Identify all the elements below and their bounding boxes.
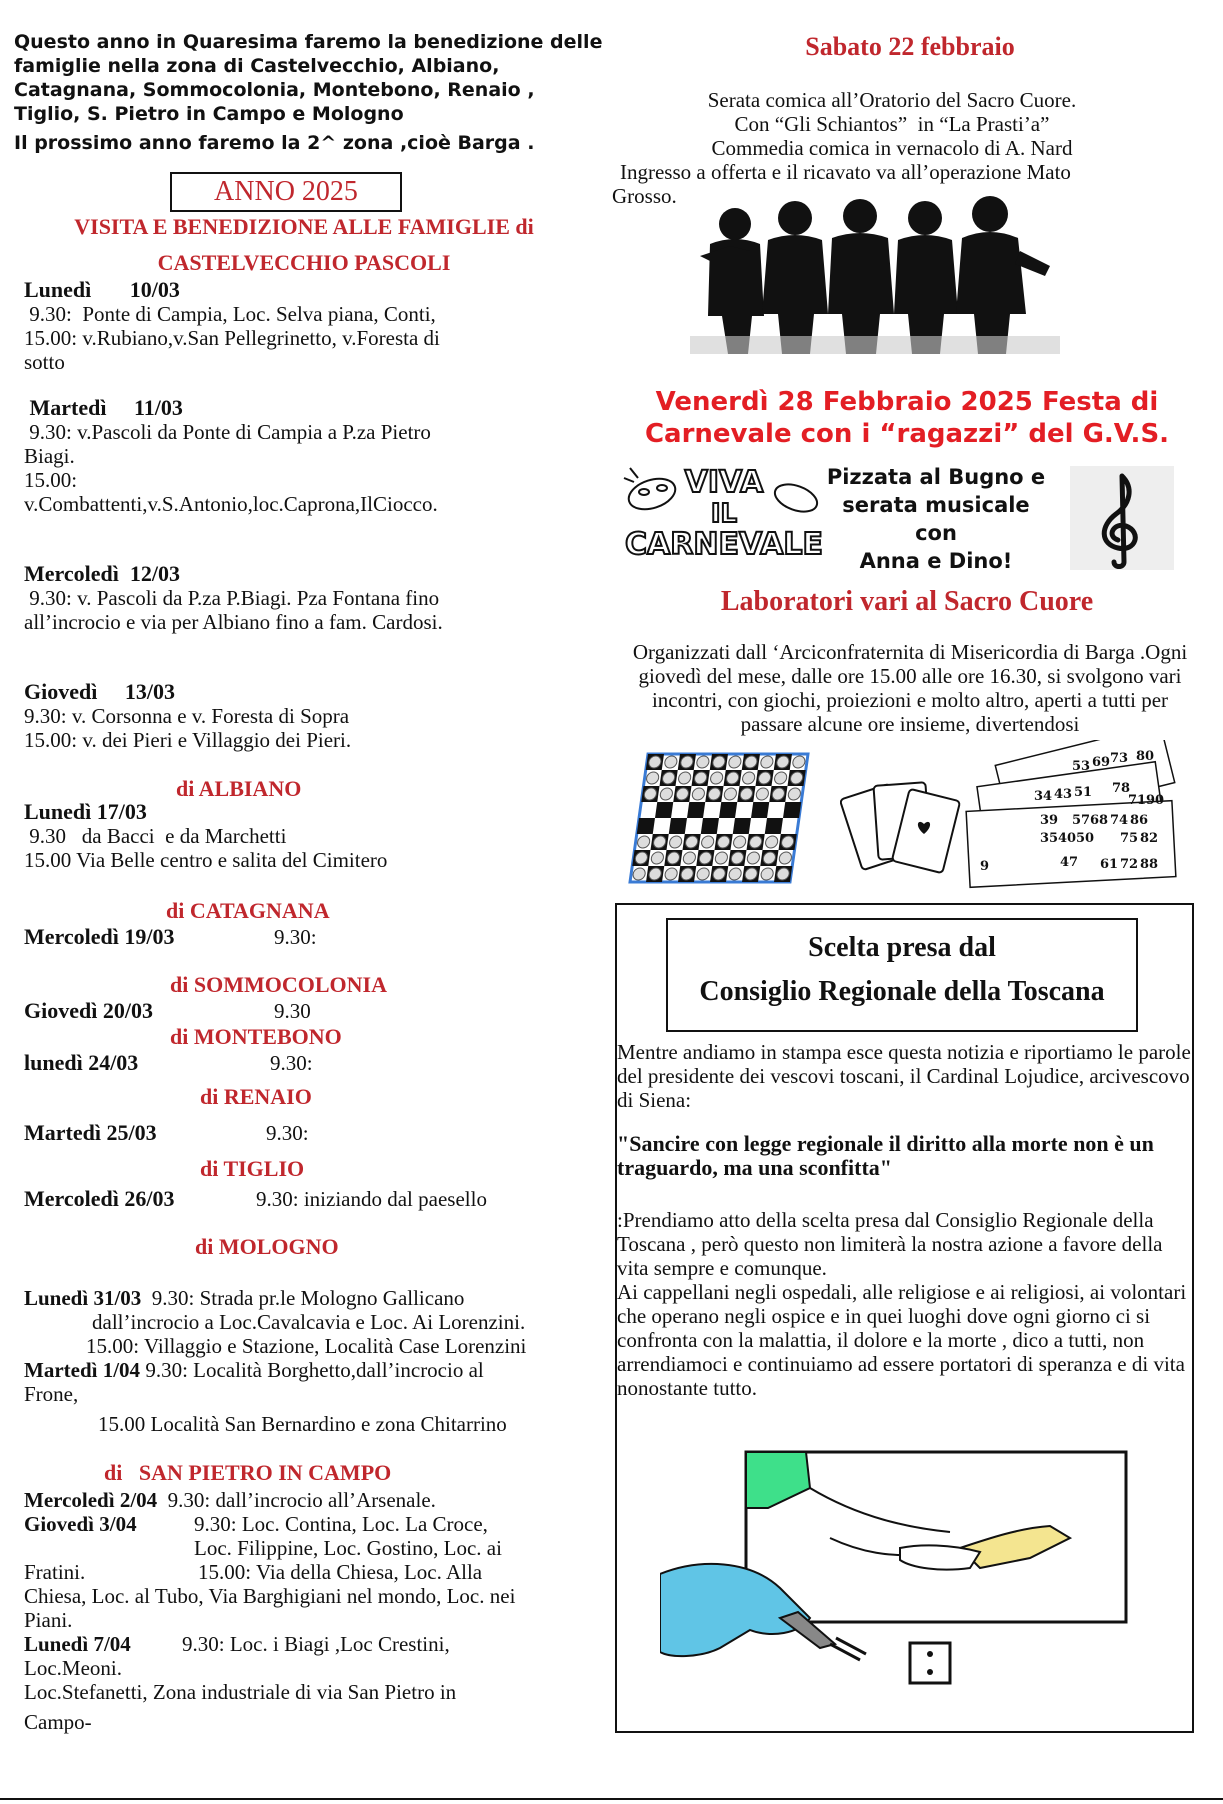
schedule-line: 15.00 Via Belle centro e salita del Cimitero xyxy=(24,848,388,872)
viva-logo-word: CARNEVALE xyxy=(625,527,823,562)
schedule-line: 15.00: v.Rubiano,v.San Pellegrinetto, v.Foresta di xyxy=(24,326,440,350)
day-label: Lunedì 7/04 xyxy=(24,1632,131,1656)
playing-cards-image xyxy=(840,770,970,894)
notice-title-box xyxy=(666,918,1138,1032)
day-label: Martedì 25/03 xyxy=(24,1120,157,1145)
hospital-hand-plug-illustration xyxy=(660,1448,1130,1698)
schedule-line: 9.30: dall’incrocio all’Arsenale. xyxy=(167,1488,436,1512)
schedule-line: Chiesa, Loc. al Tubo, Via Barghigiani nel mondo, Loc. nei xyxy=(24,1584,516,1608)
schedule-lunedi-10 xyxy=(24,278,604,374)
treble-clef-icon xyxy=(1070,466,1174,570)
bingo-number: 80 xyxy=(1136,749,1155,764)
bingo-number: 40 xyxy=(1058,831,1077,846)
bingo-number: 74 xyxy=(1110,813,1129,828)
schedule-line: 9.30 da Bacci e da Marchetti xyxy=(24,824,287,848)
schedule-line: 9.30: Strada pr.le Mologno Gallicano xyxy=(151,1286,465,1310)
visit-title-line1: VISITA E BENEDIZIONE ALLE FAMIGLIE di xyxy=(74,214,534,239)
day-label: lunedì 24/03 xyxy=(24,1050,139,1075)
event-line: Commedia comica in vernacolo di A. Nard xyxy=(711,136,1073,160)
schedule-line: 15.00: Via della Chiesa, Loc. Alla xyxy=(198,1560,483,1584)
event-line: Serata comica all’Oratorio del Sacro Cuore. xyxy=(707,88,1077,112)
bingo-number: 61 xyxy=(1100,857,1119,872)
section-tiglio-heading: di TIGLIO xyxy=(200,1156,305,1181)
pizza-line: serata musicale con xyxy=(842,493,1030,545)
notice-paragraph: Mentre andiamo in stampa esce questa notizia e riportiamo le parole del presidente dei vescovi toscani, il Cardinal Lojudice, arcivescovo di Siena: xyxy=(617,1040,1191,1112)
bingo-number: 82 xyxy=(1140,831,1159,846)
section-albiano-heading: di ALBIANO xyxy=(176,776,302,801)
bingo-number: 68 xyxy=(1090,813,1109,828)
schedule-line: sotto xyxy=(24,350,65,374)
schedule-line: Piani. xyxy=(24,1608,73,1632)
carnival-title: Venerdì 28 Febbraio 2025 Festa di Carnevale con i “ragazzi” del G.V.S. xyxy=(644,387,1170,448)
schedule-line: Biagi. xyxy=(24,444,75,468)
schedule-line: v.Combattenti,v.S.Antonio,loc.Caprona,IlCiocco. xyxy=(24,492,438,516)
schedule-line: 9.30: Loc. i Biagi ,Loc Crestini, xyxy=(182,1632,450,1656)
saturday-text xyxy=(612,88,1172,208)
bingo-number: 71 xyxy=(1128,793,1147,808)
bingo-number: 39 xyxy=(1040,813,1059,828)
schedule-line: 9.30: v. Corsonna e v. Foresta di Sopra xyxy=(24,704,350,728)
schedule-time: 9.30: xyxy=(274,925,317,949)
bingo-number: 43 xyxy=(1054,787,1073,802)
bingo-number: 73 xyxy=(1110,751,1129,766)
schedule-line: 15.00: xyxy=(24,468,78,492)
day-label: Giovedì 20/03 xyxy=(24,998,153,1023)
viva-logo-word: IL xyxy=(710,499,738,529)
schedule-mercoledi-12 xyxy=(24,562,604,634)
notice-quote: "Sancire con legge regionale il diritto alla morte non è un traguardo, ma una sconfitta" xyxy=(617,1131,1154,1180)
schedule-martedi-11 xyxy=(24,396,604,516)
bingo-number: 86 xyxy=(1130,813,1149,828)
checker-square xyxy=(701,818,719,834)
schedule-line: dall’incrocio a Loc.Cavalcavia e Loc. Ai Lorenzini. xyxy=(92,1310,526,1334)
bingo-cards-image xyxy=(960,740,1178,890)
event-line: Con “Gli Schiantos” in “La Prasti’a” xyxy=(734,112,1050,136)
lab-title: Laboratori vari al Sacro Cuore xyxy=(720,586,1094,617)
schedule-line: Fratini. xyxy=(24,1560,86,1584)
bingo-number: 57 xyxy=(1072,813,1091,828)
day-label: Lunedì 17/03 xyxy=(24,799,147,824)
checkers-board-image xyxy=(628,744,818,894)
notice-paragraph: Ai cappellani negli ospedali, alle religiose e ai religiosi, ai volontari che operano negli ospice e in quei luoghi dove ogni giorno ci si confronta con la malattia, il dolore e la morte , dico a tutti, non arrendiamoci e continuiamo ad essere portatori di speranza e di vita nonostante tutto. xyxy=(617,1280,1187,1400)
day-label: Giovedì 3/04 xyxy=(24,1512,137,1536)
bingo-number: 69 xyxy=(1092,755,1111,770)
checker-square xyxy=(783,802,801,818)
schedule-line: 9.30: Località Borghetto,dall’incrocio al xyxy=(145,1358,484,1382)
section-montebono-heading: di MONTEBONO xyxy=(170,1024,342,1049)
schedule-line: 15.00 Località San Bernardino e zona Chitarrino xyxy=(98,1412,507,1436)
saturday-title: Sabato 22 febbraio xyxy=(805,32,1015,61)
schedule-time: 9.30: iniziando dal paesello xyxy=(256,1187,487,1211)
section-mologno-heading: di MOLOGNO xyxy=(195,1234,339,1259)
day-label: Lunedì 31/03 xyxy=(24,1286,142,1310)
schedule-line: Loc. Filippine, Loc. Gostino, Loc. ai xyxy=(194,1536,502,1560)
day-label: Lunedì 10/03 xyxy=(24,277,180,302)
checker-square xyxy=(637,818,655,834)
viva-carnevale-logo xyxy=(616,458,830,562)
schedule-sanpietro xyxy=(24,1488,604,1734)
schedule-mologno xyxy=(24,1286,604,1436)
schedule-line: 15.00: v. dei Pieri e Villaggio dei Pieri. xyxy=(24,728,352,752)
notice-body xyxy=(617,1040,1193,1400)
checker-square xyxy=(669,818,687,834)
pizza-evening-text xyxy=(826,463,1046,575)
schedule-line: 15.00: Villaggio e Stazione, Località Case Lorenzini xyxy=(86,1334,527,1358)
event-line: Ingresso a offerta e il ricavato va all’operazione Mato xyxy=(620,160,1071,184)
day-label: Mercoledì 12/03 xyxy=(24,561,180,586)
section-sommocolonia-heading: di SOMMOCOLONIA xyxy=(170,972,387,997)
schedule-line: 9.30: Ponte di Campia, Loc. Selva piana, Conti, xyxy=(24,302,436,326)
schedule-line: 9.30: Loc. Contina, Loc. La Croce, xyxy=(194,1512,488,1536)
schedule-time: 9.30: xyxy=(266,1121,309,1145)
bingo-number: 9 xyxy=(980,859,990,874)
checker-square xyxy=(719,802,737,818)
bingo-number: 88 xyxy=(1140,857,1159,872)
schedule-line: Frone, xyxy=(24,1382,79,1406)
schedule-time: 9.30: xyxy=(270,1051,313,1075)
next-year-note: Il prossimo anno faremo la 2^ zona ,cioè Barga . xyxy=(14,132,535,154)
checker-square xyxy=(751,802,769,818)
visit-title-line2: CASTELVECCHIO PASCOLI xyxy=(157,250,451,275)
schedule-line: Loc.Stefanetti, Zona industriale di via San Pietro in xyxy=(24,1680,457,1704)
checker-square xyxy=(733,818,751,834)
checker-square xyxy=(687,802,705,818)
schedule-line: 9.30: v. Pascoli da P.za P.Biagi. Pza Fontana fino xyxy=(24,586,440,610)
bingo-number: 51 xyxy=(1074,785,1093,800)
pizza-line: Anna e Dino! xyxy=(859,549,1013,573)
day-label: Mercoledì 26/03 xyxy=(24,1186,175,1211)
lab-text: Organizzati dall ‘Arciconfraternita di Misericordia di Barga .Ogni giovedì del mese, dalle ore 15.00 alle ore 16.30, si svolgono vari incontri, con giochi, proiezioni e molto altro, aperti a tutti per passare alcune ore insieme, divertendosi xyxy=(632,640,1188,736)
intro-text: Questo anno in Quaresima faremo la benedizione delle famiglie nella zona di Castelvecchio, Albiano, Catagnana, Sommocolonia, Montebono, Renaio , Tiglio, S. Pietro in Campo e Mologno xyxy=(14,31,603,125)
schedule-time: 9.30 xyxy=(274,999,311,1023)
year-box: ANNO 2025 xyxy=(170,172,402,212)
bingo-number: 34 xyxy=(1034,789,1053,804)
viva-logo-word: VIVA xyxy=(684,465,764,500)
bingo-number: 47 xyxy=(1060,855,1079,870)
checker-square xyxy=(655,802,673,818)
day-label: Mercoledì 2/04 xyxy=(24,1488,158,1512)
schedule-albiano xyxy=(24,800,604,872)
day-label: Martedì 11/03 xyxy=(24,395,183,420)
schedule-line: all’incrocio e via per Albiano fino a fam. Cardosi. xyxy=(24,610,443,634)
schedule-line: Loc.Meoni. xyxy=(24,1656,122,1680)
bingo-number: 50 xyxy=(1076,831,1095,846)
bingo-number: 90 xyxy=(1146,793,1165,808)
checker-square xyxy=(765,818,783,834)
section-catagnana-heading: di CATAGNANA xyxy=(166,898,330,923)
schedule-line: Campo- xyxy=(24,1710,92,1734)
notice-paragraph: :Prendiamo atto della scelta presa dal Consiglio Regionale della Toscana , però questo non limiterà la nostra azione a favore della vita sempre e comunque. xyxy=(617,1208,1163,1280)
bingo-number: 72 xyxy=(1120,857,1139,872)
bingo-number: 53 xyxy=(1072,759,1091,774)
party-silhouette-image xyxy=(690,196,1060,354)
notice-title-line1: Scelta presa dal xyxy=(808,932,996,963)
schedule-giovedi-13 xyxy=(24,680,604,752)
bottom-rule xyxy=(0,1798,1223,1800)
section-sanpietro-heading: di SAN PIETRO IN CAMPO xyxy=(104,1460,392,1485)
notice-title-line2: Consiglio Regionale della Toscana xyxy=(699,976,1105,1007)
bingo-number: 35 xyxy=(1040,831,1059,846)
schedule-line: 9.30: v.Pascoli da Ponte di Campia a P.za Pietro xyxy=(24,420,431,444)
section-renaio-heading: di RENAIO xyxy=(200,1084,312,1109)
bingo-number: 78 xyxy=(1112,781,1131,796)
day-label: Mercoledì 19/03 xyxy=(24,924,175,949)
event-line: Grosso. xyxy=(612,184,677,208)
pizza-line: Pizzata al Bugno e xyxy=(826,465,1046,489)
day-label: Martedì 1/04 xyxy=(24,1358,141,1382)
bingo-number: 75 xyxy=(1120,831,1139,846)
day-label: Giovedì 13/03 xyxy=(24,679,175,704)
